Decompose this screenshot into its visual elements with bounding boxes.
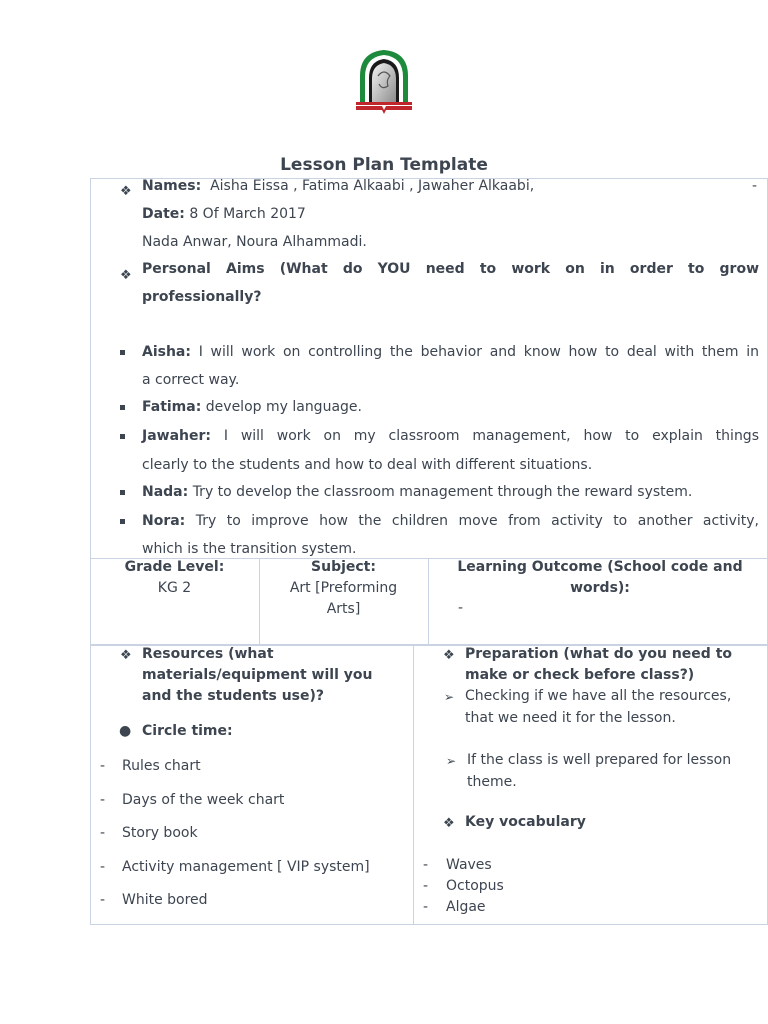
subject-value-cont: Arts] <box>326 601 361 617</box>
names-dash: - <box>752 178 758 194</box>
square-bullet-icon <box>120 405 125 410</box>
diamond-bullet-icon: ❖ <box>120 648 132 663</box>
square-bullet-icon <box>120 490 125 495</box>
resource-item: Activity management [ VIP system] <box>122 859 370 875</box>
names-line: Names: Aisha Eissa , Fatima Alkaabi , Jawaher Alkaabi, <box>142 178 535 194</box>
date-value: 8 Of March 2017 <box>189 206 306 222</box>
square-bullet-icon <box>120 519 125 524</box>
circle-time-label: Circle time: <box>142 723 233 739</box>
dash-bullet: - <box>100 792 106 808</box>
diamond-bullet-icon: ❖ <box>443 816 455 831</box>
aim-item-aisha-cont: a correct way. <box>142 372 240 388</box>
dash-bullet: - <box>100 758 106 774</box>
diamond-bullet-icon: ❖ <box>120 184 132 199</box>
dot-bullet-icon: ● <box>119 723 132 739</box>
diamond-bullet-icon: ❖ <box>120 268 132 283</box>
resource-item: Rules chart <box>122 758 201 774</box>
learning-outcome-label: Learning Outcome (School code and <box>457 559 743 575</box>
preparation-item-cont: that we need it for the lesson. <box>465 710 676 726</box>
dash-bullet: - <box>100 859 106 875</box>
diamond-bullet-icon: ❖ <box>443 648 455 663</box>
grade-level-label: Grade Level: <box>124 559 225 575</box>
university-arch-logo <box>352 46 416 116</box>
aims-heading-cont: professionally? <box>142 289 262 305</box>
arrow-bullet-icon: ➢ <box>446 754 457 768</box>
aim-item-jawaher-cont: clearly to the students and how to deal with different situations. <box>142 457 593 473</box>
resources-heading-cont: and the students use)? <box>142 688 325 704</box>
square-bullet-icon <box>120 434 125 439</box>
aim-item-fatima: Fatima: develop my language. <box>142 399 362 415</box>
preparation-item: If the class is well prepared for lesson <box>467 752 732 768</box>
dash-bullet: - <box>100 825 106 841</box>
aim-item-nora-cont: which is the transition system. <box>142 541 357 557</box>
names-line-2: Nada Anwar, Noura Alhammadi. <box>142 234 367 250</box>
resource-item: Story book <box>122 825 198 841</box>
subject-label: Subject: <box>311 559 376 575</box>
aim-item-nada: Nada: Try to develop the classroom management through the reward system. <box>142 484 693 500</box>
preparation-item-cont: theme. <box>467 774 517 790</box>
vocab-item: Octopus <box>446 878 504 894</box>
preparation-heading-cont: make or check before class?) <box>465 667 695 683</box>
learning-outcome-label-cont: words): <box>570 580 630 596</box>
square-bullet-icon <box>120 350 125 355</box>
dash-bullet: - <box>423 857 429 873</box>
arrow-bullet-icon: ➢ <box>444 690 455 704</box>
resource-item: White bored <box>122 892 208 908</box>
resources-heading: Resources (what <box>142 646 274 662</box>
key-vocabulary-heading: Key vocabulary <box>465 814 586 830</box>
grade-level-value: KG 2 <box>157 580 192 596</box>
learning-outcome-value: - <box>458 600 464 616</box>
names-value: Aisha Eissa , Fatima Alkaabi , Jawaher Alkaabi, <box>210 178 535 194</box>
aims-heading: Personal Aims (What do YOU need to work on in order to grow <box>142 261 759 277</box>
aim-item-nora: Nora: Try to improve how the children move from activity to another activity, <box>142 513 759 529</box>
subject-value: Art [Preforming <box>289 580 398 596</box>
divider <box>413 645 414 925</box>
vocab-item: Waves <box>446 857 492 873</box>
dash-bullet: - <box>423 878 429 894</box>
preparation-heading: Preparation (what do you need to <box>465 646 733 662</box>
dash-bullet: - <box>100 892 106 908</box>
page-title: Lesson Plan Template <box>280 155 488 175</box>
preparation-item: Checking if we have all the resources, <box>465 688 732 704</box>
aim-item-aisha: Aisha: I will work on controlling the behavior and know how to deal with them in <box>142 344 760 360</box>
aim-item-jawaher: Jawaher: I will work on my classroom management, how to explain things <box>142 428 759 444</box>
date-line: Date: 8 Of March 2017 <box>142 206 306 222</box>
dash-bullet: - <box>423 899 429 915</box>
divider <box>428 558 429 645</box>
vocab-item: Algae <box>446 899 486 915</box>
resource-item: Days of the week chart <box>122 792 285 808</box>
resources-heading-cont: materials/equipment will you <box>142 667 373 683</box>
